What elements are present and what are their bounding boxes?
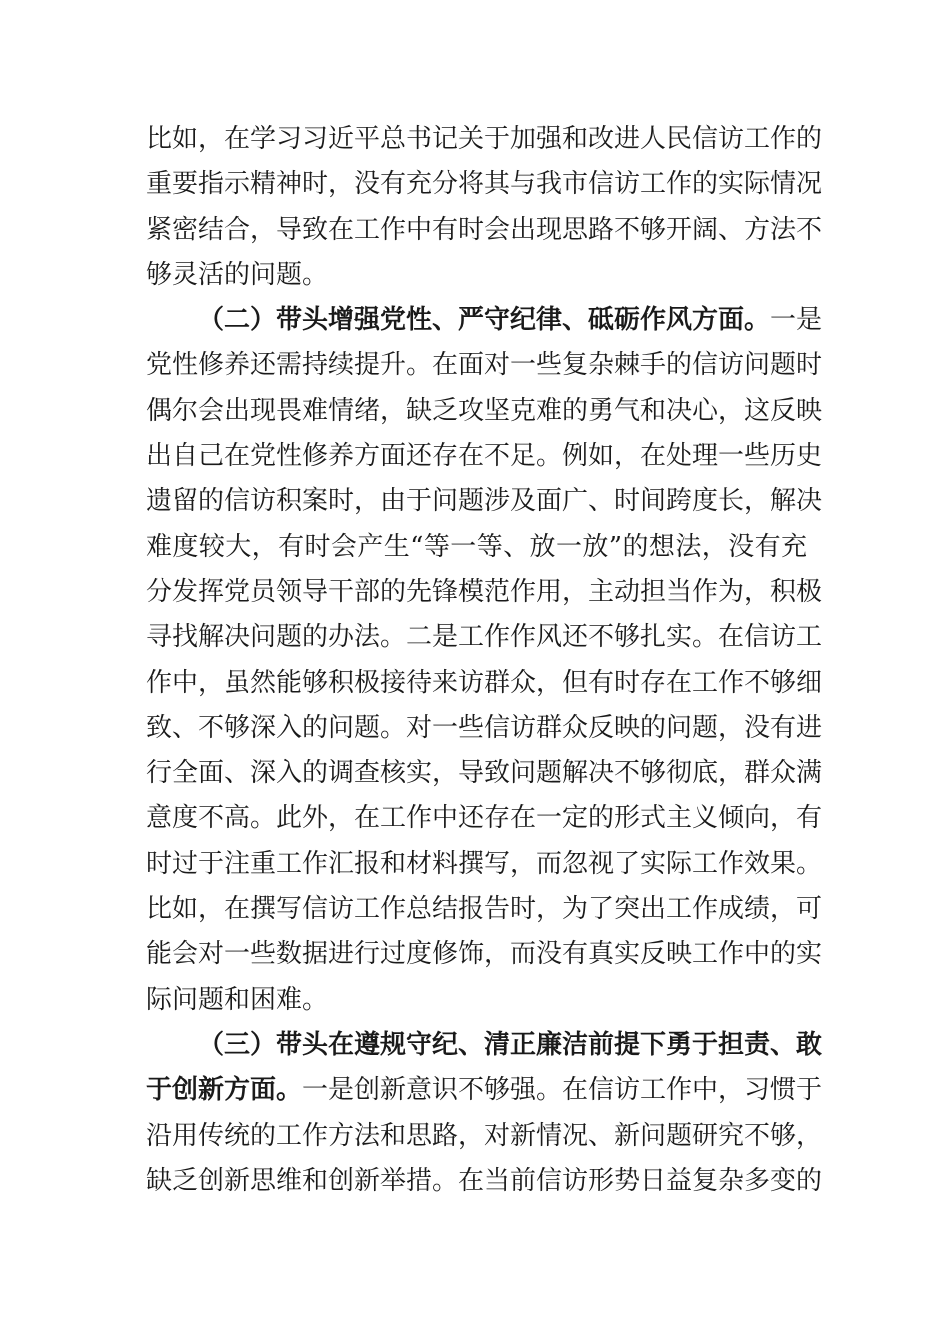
text-line: 分发挥党员领导干部的先锋模范作用，主动担当作为，积极	[146, 576, 823, 607]
text-line: 意度不高。此外，在工作中还存在一定的形式主义倾向，有	[146, 803, 823, 834]
text-line: 遗留的信访积案时，由于问题涉及面广、时间跨度长，解决	[146, 486, 823, 517]
text-line: 能会对一些数据进行过度修饰，而没有真实反映工作中的实	[146, 939, 823, 970]
text-line	[146, 1068, 823, 1113]
paragraph-3	[146, 1023, 823, 1204]
text-line: 缺乏创新思维和创新举措。在当前信访形势日益复杂多变的	[146, 1165, 823, 1196]
text-line: 行全面、深入的调查核实，导致问题解决不够彻底，群众满	[146, 758, 823, 789]
section-heading: （三）带头在遵规守纪、清正廉洁前提下勇于担责、敢	[198, 1029, 823, 1060]
section-heading-end: 于创新方面。	[146, 1075, 303, 1106]
document-body	[146, 117, 823, 1204]
text-line: 偶尔会出现畏难情绪，缺乏攻坚克难的勇气和决心，这反映	[146, 395, 823, 426]
text-line: 出自己在党性修养方面还存在不足。例如，在处理一些历史	[146, 441, 823, 472]
text-line: 致、不够深入的问题。对一些信访群众反映的问题，没有进	[146, 712, 823, 743]
paragraph-2	[146, 298, 823, 1023]
paragraph-1	[146, 117, 823, 298]
text-line: 比如，在学习习近平总书记关于加强和改进人民信访工作的	[146, 124, 823, 154]
text-run: 一是创新意识不够强。在信访工作中，习惯于	[302, 1075, 823, 1106]
section-heading: （二）带头增强党性、严守纪律、砥砺作风方面。	[198, 305, 771, 336]
text-run: 一是	[770, 305, 823, 336]
text-line: 党性修养还需持续提升。在面对一些复杂棘手的信访问题时	[146, 350, 823, 381]
text-line: 难度较大，有时会产生“等一等、放一放”的想法，没有充	[146, 531, 807, 562]
text-line: 重要指示精神时，没有充分将其与我市信访工作的实际情况	[146, 169, 823, 200]
text-line: 作中，虽然能够积极接待来访群众，但有时存在工作不够细	[146, 667, 823, 698]
text-line: 际问题和困难。	[146, 984, 329, 1015]
text-line	[146, 298, 823, 343]
text-line: 沿用传统的工作方法和思路，对新情况、新问题研究不够，	[146, 1120, 823, 1151]
text-line: 比如，在撰写信访工作总结报告时，为了突出工作成绩，可	[146, 894, 823, 925]
text-line: 紧密结合，导致在工作中有时会出现思路不够开阔、方法不	[146, 214, 823, 245]
text-line: 寻找解决问题的办法。二是工作作风还不够扎实。在信访工	[146, 622, 823, 653]
text-line: 时过于注重工作汇报和材料撰写，而忽视了实际工作效果。	[146, 848, 823, 879]
text-line: 够灵活的问题。	[146, 259, 329, 290]
